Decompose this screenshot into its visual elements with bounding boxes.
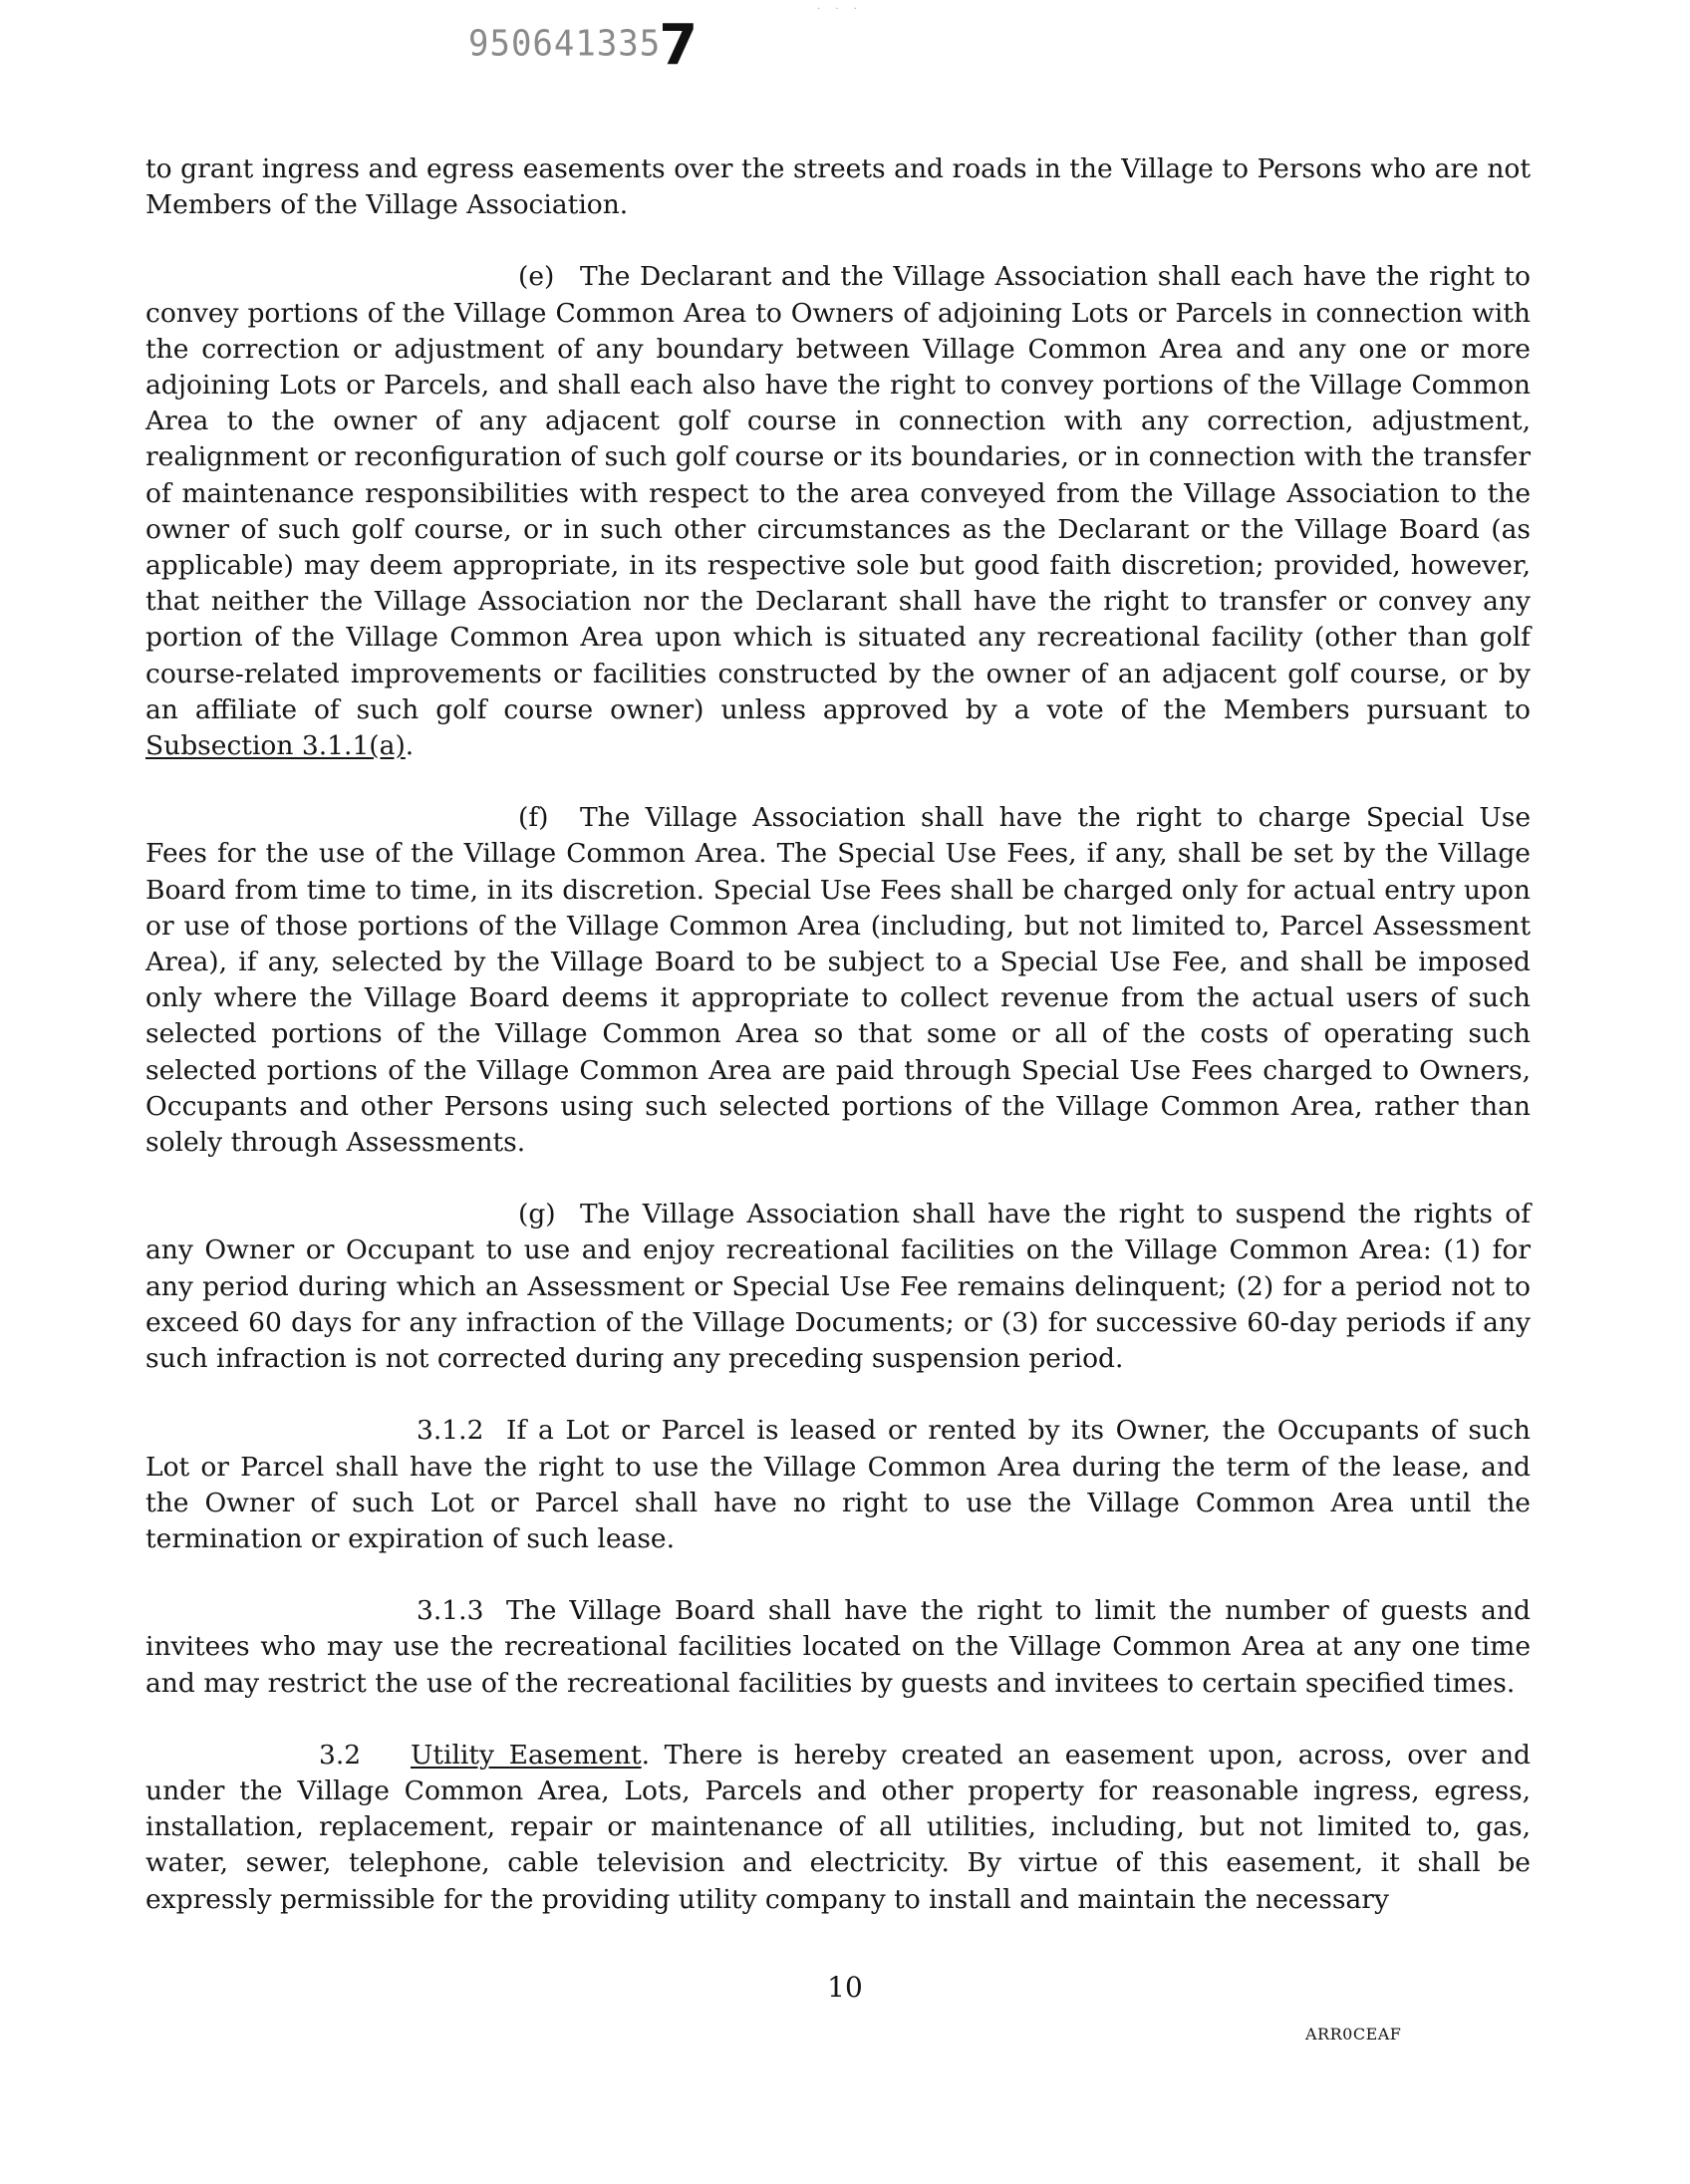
paragraph-text: . There is hereby created an easement upon, across, over and under the Village Common Area, Lots, Parcels and other property for reasonable ingress, egress, installation, replacement, repair or maintenance of all utilities, including, but not limited to, gas, water, sewer, telephone, cable television and electricity. By virtue of this easement, it shall be expressly permissible for the providing utility company to install and maintain the necessary bbox=[145, 1739, 1531, 1915]
page-number: 10 bbox=[827, 1971, 863, 2004]
paragraph-label: (e) bbox=[518, 261, 555, 293]
paragraph-3-1-3 bbox=[145, 1593, 1531, 1702]
paragraph-label: (f) bbox=[518, 802, 549, 834]
scan-artifact: · · · bbox=[817, 4, 863, 15]
paragraph-text: The Village Association shall have the right to charge Special Use Fees for the use of the Village Common Area. The Special Use Fees, if any, shall be set by the Village Board from time to time, in its discretion. Special Use Fees shall be charged only for actual entry upon or use of those portions of the Village Common Area (including, but not limited to, Parcel Assessment Area), if any, selected by the Village Board to be subject to a Special Use Fee, and shall be imposed only where the Village Board deems it appropriate to collect revenue from the actual users of such selected portions of the Village Common Area so that some or all of the costs of operating such selected portions of the Village Common Area are paid through Special Use Fees charged to Owners, Occupants and other Persons using such selected portions of the Village Common Area, rather than solely through Assessments. bbox=[145, 802, 1531, 1159]
stamp-number: 950641335 bbox=[468, 23, 662, 66]
paragraph-e bbox=[145, 259, 1531, 764]
paragraph-f bbox=[145, 800, 1531, 1161]
paragraph-continued bbox=[145, 151, 1531, 223]
document-body bbox=[145, 151, 1531, 1954]
document-code: ARR0CEAF bbox=[1305, 2025, 1402, 2044]
section-heading: Utility Easement bbox=[411, 1739, 642, 1771]
document-number-stamp bbox=[468, 13, 699, 96]
paragraph-label: (g) bbox=[518, 1199, 556, 1230]
paragraph-text: to grant ingress and egress easements over the streets and roads in the Village to Persons who are not Members of the Village Association. bbox=[145, 153, 1531, 221]
paragraph-text: The Village Association shall have the right to suspend the rights of any Owner or Occupant to use and enjoy recreational facilities on the Village Common Area: (1) for any period during which an Assessment or Special Use Fee remains delinquent; (2) for a period not to exceed 60 days for any infraction of the Village Documents; or (3) for successive 60-day periods if any such infraction is not corrected during any preceding suspension period. bbox=[145, 1199, 1531, 1375]
paragraph-label: 3.1.3 bbox=[417, 1595, 484, 1627]
cross-reference: Subsection 3.1.1(a) bbox=[145, 730, 406, 762]
paragraph-text: The Declarant and the Village Association shall each have the right to convey portions of the Village Common Area to Owners of adjoining Lots or Parcels in connection with the correction or adjustment of any boundary between Village Common Area and any one or more adjoining Lots or Parcels, and shall each also have the right to convey portions of the Village Common Area to the owner of any adjacent golf course in connection with any correction, adjustment, realignment or reconfiguration of such golf course or its boundaries, or in connection with the transfer of maintenance responsibilities with respect to the area conveyed from the Village Association to the owner of such golf course, or in such other circumstances as the Declarant or the Village Board (as applicable) may deem appropriate, in its respective sole but good faith discretion; provided, however, that neither the Village Association nor the Declarant shall have the right to transfer or convey any portion of the Village Common Area upon which is situated any recreational facility (other than golf course-related improvements or facilities constructed by the owner of an adjacent golf course, or by an affiliate of such golf course owner) unless approved by a vote of the Members pursuant to bbox=[145, 261, 1531, 725]
paragraph-text: If a Lot or Parcel is leased or rented by its Owner, the Occupants of such Lot or Parcel shall have the right to use the Village Common Area during the term of the lease, and the Owner of such Lot or Parcel shall have no right to use the Village Common Area until the termination or expiration of such lease. bbox=[145, 1415, 1531, 1554]
paragraph-3-2 bbox=[145, 1738, 1531, 1918]
paragraph-label: 3.2 bbox=[319, 1739, 362, 1771]
stamp-handwritten-digit: 7 bbox=[659, 13, 699, 78]
paragraph-label: 3.1.2 bbox=[417, 1415, 484, 1447]
paragraph-text: The Village Board shall have the right to limit the number of guests and invitees who may use the recreational facilities located on the Village Common Area at any one time and may restrict the use of the recreational facilities by guests and invitees to certain specified times. bbox=[145, 1595, 1531, 1699]
paragraph-g bbox=[145, 1197, 1531, 1377]
paragraph-end: . bbox=[405, 730, 415, 762]
paragraph-3-1-2 bbox=[145, 1413, 1531, 1557]
